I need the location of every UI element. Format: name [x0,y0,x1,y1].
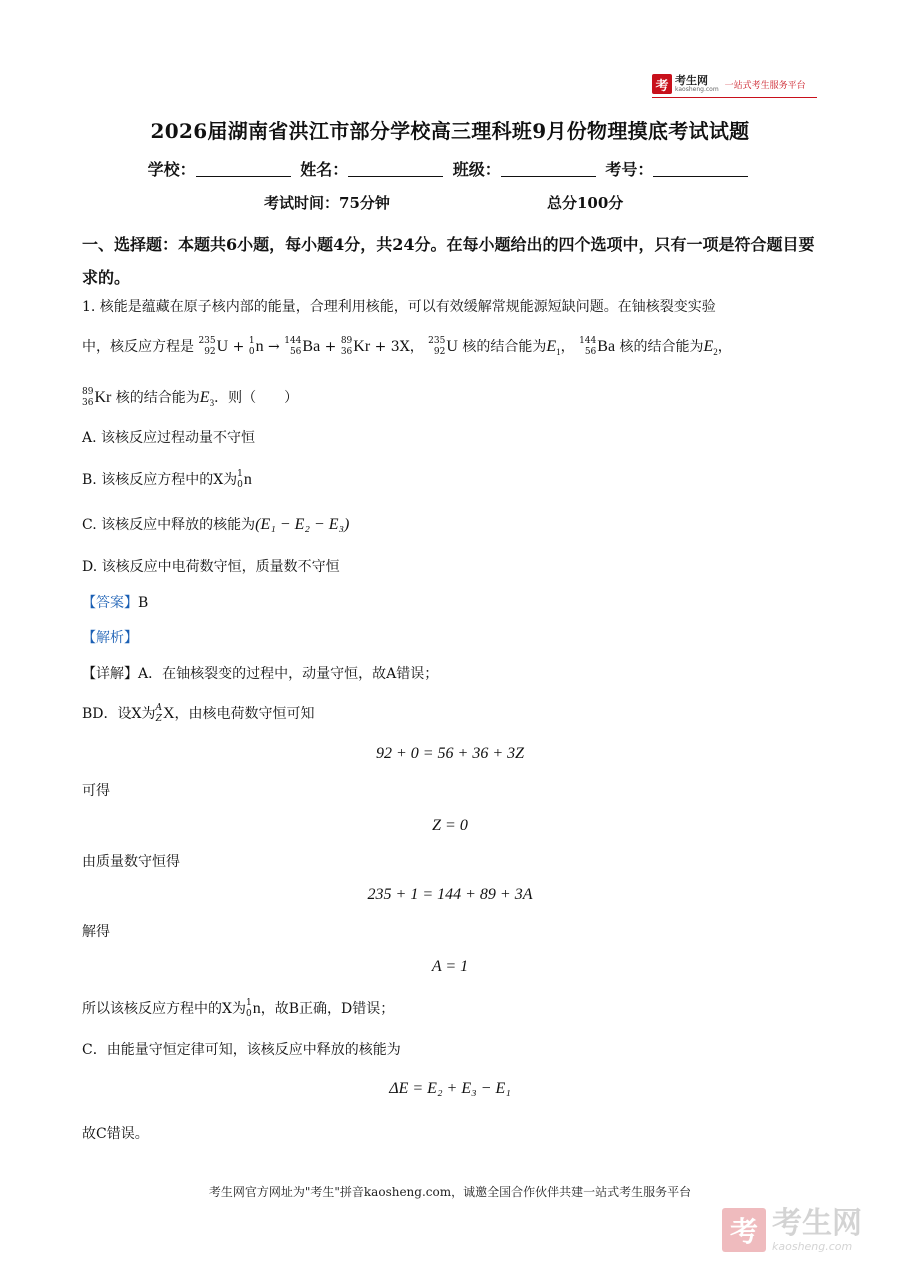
kaosheng-logo-icon: 考 [652,74,672,94]
question-equation-line [82,336,732,362]
n-mass: 1 [248,336,255,346]
e1-sub: 1 [556,347,561,358]
option-a[interactable]: A. 该核反应过程动量不守恒 [82,430,256,446]
ba-binding-text: 核的结合能为 [619,339,704,355]
kr-mass: 89 [340,336,353,346]
option-c-expression: (E₁ − E₂ − E₃) [255,516,350,533]
e3-sub: 3 [209,398,215,409]
answer-line [82,593,148,613]
u-mass: 235 [198,336,216,346]
so-prefix: 所以该核反应方程中的X为 [82,1001,246,1017]
solution-a [82,664,438,684]
kr-mass-ref: 89 [82,387,94,397]
solution-bd [82,703,315,725]
exam-time: 考试时间：75分钟 [264,194,390,212]
name-label: 姓名： [300,160,349,179]
nuclide-ba144 [284,336,320,358]
jiede-text: 解得 [82,924,110,940]
e2-sub: 2 [713,347,718,358]
nuclide-u235-ref [428,336,458,358]
number-blank[interactable] [653,160,748,177]
plus-sign-2: + [324,339,337,355]
e1-letter: E [546,338,557,355]
kr-charge: 36 [340,347,353,357]
kr-charge-ref: 36 [82,398,94,408]
school-label: 学校： [147,160,196,179]
logo-domain: kaosheng.com [675,86,719,93]
kr-symbol: Kr [353,338,371,355]
answer-value: B [138,595,149,611]
comma-1: ， [560,339,575,355]
equation-a: A = 1 [431,958,469,975]
logo-name: 考生网 [675,74,708,87]
page-title: 2026届湖南省洪江市部分学校高三理科班9月份物理摸底考试试题 [150,119,750,143]
solution-so [82,998,394,1020]
e3-symbol [199,389,215,409]
ba-symbol: Ba [302,338,321,355]
u-charge: 92 [204,347,216,357]
u-charge-ref: 92 [433,347,446,357]
solution-a-text: A．在铀核裂变的过程中，动量守恒，故A错误； [138,666,439,682]
student-info-line [0,157,900,180]
solution-c: C．由能量守恒定律可知，该核反应中释放的核能为 [82,1042,401,1058]
answer-label: 【答案】 [82,595,138,611]
ba-mass-ref: 144 [579,336,597,346]
name-blank[interactable] [348,160,443,177]
footer-text: 考生网官方网址为"考生"拼音kaosheng.com，诚邀全国合作伙伴共建一站式考生服务平台 [208,1185,692,1199]
reaction-arrow: → [268,339,280,355]
equation-z: Z = 0 [432,817,468,834]
equation-charge: 92 + 0 = 56 + 36 + 3Z [375,745,525,762]
school-blank[interactable] [196,160,291,177]
question-kr-line [82,387,298,413]
nuclide-ba144-ref [579,336,615,358]
n-symbol: n [255,338,264,355]
nuclide-x [155,703,174,725]
solution-c-end: 故C错误。 [82,1126,149,1142]
nuclide-neutron [249,336,264,358]
analysis-label: 【解析】 [82,630,138,646]
comma-2: ， [717,339,732,355]
section-heading: 一、选择题：本题共6小题，每小题4分，共24分。在每小题给出的四个选项中，只有一项是符合题目要求的。 [82,235,815,287]
ba-charge-ref: 56 [584,347,597,357]
ba-mass: 144 [284,336,302,346]
x-charge: Z [155,714,162,724]
number-label: 考号： [605,160,654,179]
equation-prefix: 中，核反应方程是 [82,339,194,355]
bd-prefix: BD．设X为 [82,706,156,722]
three-x: + 3X [374,339,410,355]
u-binding-text: 核的结合能为 [462,339,547,355]
watermark-name: 考生网 [772,1205,862,1241]
option-b-neutron [237,469,252,491]
so-neutron [246,998,261,1020]
keyi-text: 可得 [82,783,110,799]
option-d[interactable]: D. 该核反应中电荷数守恒，质量数不守恒 [82,559,340,575]
nuclide-kr89-ref [82,387,111,409]
ba-charge: 56 [289,347,302,357]
so-n-symbol: n [252,1000,261,1017]
u-symbol-ref: U [446,338,458,355]
ob-n-symbol: n [243,471,252,488]
ob-n-mass: 1 [237,469,243,479]
total-score: 总分100分 [547,194,624,212]
kr-symbol-ref: Kr [94,389,112,406]
watermark-logo-icon: 考 [722,1208,766,1252]
equation-energy: ΔE = E₂ + E₃ − E₁ [389,1080,511,1097]
equation-suffix: ， [409,339,424,355]
u-symbol: U [216,338,229,355]
logo-slogan: 一站式考生服务平台 [724,80,806,91]
option-c[interactable] [82,515,349,535]
question-intro: 1. 核能是蕴藏在原子核内部的能量，合理利用核能，可以有效缓解常规能源短缺问题。在铀核裂变实验 [82,299,716,315]
x-mass: A [155,703,162,713]
nuclide-u235 [198,336,228,358]
watermark-domain: kaosheng.com [772,1239,853,1253]
then-text: ．则（ ） [214,390,299,406]
header-logo [652,74,806,94]
option-c-text: C. 该核反应中释放的核能为 [82,517,256,533]
class-blank[interactable] [501,160,596,177]
option-b-text: B. 该核反应方程中的X为 [82,472,238,488]
e1-symbol [546,338,561,358]
detail-label: 【详解】 [82,666,138,682]
ob-n-charge: 0 [237,480,243,490]
header-divider [652,97,817,98]
e2-symbol [703,338,718,358]
e2-letter: E [703,338,714,355]
n-charge: 0 [248,347,255,357]
kr-binding-text: 核的结合能为 [115,390,200,406]
equation-mass: 235 + 1 = 144 + 89 + 3A [367,886,533,903]
so-n-mass: 1 [245,998,252,1008]
so-n-charge: 0 [245,1009,252,1019]
bd-suffix: ，由核电荷数守恒可知 [174,706,315,722]
x-symbol: X [162,705,175,722]
e3-letter: E [199,389,210,406]
class-label: 班级： [452,160,501,179]
ba-symbol-ref: Ba [597,338,616,355]
watermark [722,1205,862,1253]
so-suffix: ，故B正确，D错误； [260,1001,395,1017]
u-mass-ref: 235 [428,336,446,346]
mass-text: 由质量数守恒得 [82,854,180,870]
option-b[interactable] [82,469,252,491]
nuclide-kr89 [341,336,370,358]
plus-sign: + [232,339,245,355]
